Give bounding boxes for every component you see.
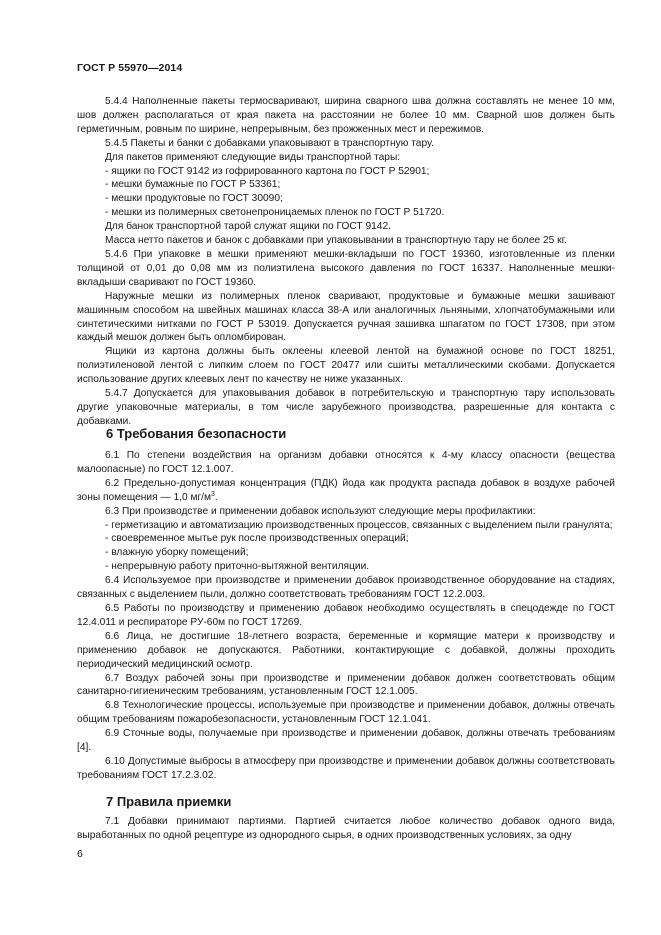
paragraph-cans-transport: Для банок транспортной тарой служат ящики по ГОСТ 9142.: [105, 221, 391, 233]
paragraph-6-2: [77, 477, 615, 505]
paragraph-6-6: 6.6 Лица, не достигшие 18-летнего возраста, беременные и кормящие матери к производству и применению добавок не допускаются. Работники, контактирующие с добавкой, должны проходить периодический медицинский осмотр.: [77, 630, 615, 670]
paragraph-6-2-end: .: [214, 491, 218, 503]
paragraph-5-4-7: 5.4.7 Допускается для упаковывания добавок в потребительскую и транспортную тару использовать другие упаковочные материалы, в том числе зарубежного производства, разрешенные для контакта с добавками.: [77, 388, 615, 427]
paragraph-6-3: 6.3 При производстве и применении добавок используют следующие меры профилактики:: [105, 505, 536, 517]
safety-section-text: [77, 449, 615, 783]
paragraph-6-8: 6.8 Технологические процессы, используемые при производстве и применении добавок, должны отвечать общим требованиям пожаробезопасности, установленным ГОСТ 12.1.041.: [77, 700, 615, 726]
list-item: - ящики по ГОСТ 9142 из гофрированного картона по ГОСТ Р 52901;: [105, 165, 430, 177]
list-item: - влажную уборку помещений;: [105, 547, 249, 559]
acceptance-section-text: [77, 815, 615, 843]
paragraph-6-10: 6.10 Допустимые выбросы в атмосферу при производстве и применении добавок должны соответствовать требованиям ГОСТ 17.2.3.02.: [77, 755, 615, 781]
list-item: - мешки бумажные по ГОСТ Р 53361;: [105, 179, 281, 191]
list-item: - мешки из полимерных светонепроницаемых пленок по ГОСТ Р 51720.: [105, 207, 445, 219]
list-item: - герметизацию и автоматизацию производственных процессов, связанных с выделением пыли гранулята;: [105, 519, 613, 531]
list-item: - непрерывную работу приточно-вытяжной вентиляции.: [105, 561, 370, 573]
page-number: 6: [77, 848, 83, 860]
paragraph-6-9: 6.9 Сточные воды, получаемые при производстве и применении добавок, должны отвечать требованиям [4].: [77, 728, 615, 754]
paragraph-6-4: 6.4 Используемое при производстве и применении добавок производственное оборудование на стадиях, связанных с выделением пыли, должно соответствовать требованиям ГОСТ 12.2.003.: [77, 575, 615, 601]
list-item: - мешки продуктовые по ГОСТ 30090;: [105, 193, 283, 205]
list-item: - своевременное мытье рук после производственных операций;: [105, 533, 409, 545]
superscript-3: 3: [211, 490, 215, 498]
paragraph-6-1: 6.1 По степени воздействия на организм добавки относятся к 4-му классу опасности (вещества малоопасные) по ГОСТ 12.1.007.: [77, 450, 615, 475]
paragraph-transport-types: Для пакетов применяют следующие виды транспортной тары:: [105, 151, 401, 163]
paragraph-5-4-6: 5.4.6 При упаковке в мешки применяют мешки-вкладыши по ГОСТ 19360, изготовленные из пленки толщиной от 0,01 до 0,08 мм из полиэтилена высокого давления по ГОСТ 16337. Наполненные мешки-вкладыши сваривают по ГОСТ 19360.: [77, 248, 615, 288]
document-header: ГОСТ Р 55970—2014: [77, 62, 183, 74]
paragraph-7-1: 7.1 Добавки принимают партиями. Партией считается любое количество добавок одного вида, выработанных по одной рецептуре из однородного сырья, в одних производственных условиях, за одну: [77, 816, 615, 841]
paragraph-6-7: 6.7 Воздух рабочей зоны при производстве и применении добавок должен соответствовать общим санитарно-гигиеническим требованиям, установленным ГОСТ 12.1.005.: [77, 672, 615, 698]
paragraph-5-4-5: 5.4.5 Пакеты и банки с добавками упаковывают в транспортную тару.: [105, 137, 434, 149]
paragraph-outer-bags: Наружные мешки из полимерных пленок сваривают, продуктовые и бумажные мешки зашивают машинным способом на швейных машинах класса 38-А или аналогичных льняными, хлопчатобумажными или синтетическими нитками по ГОСТ Р 53019. Допускается ручная зашивка шпагатом по ГОСТ 17308, при этом каждый мешок должен быть опломбирован.: [77, 290, 615, 344]
paragraph-6-2-text: 6.2 Предельно-допустимая концентрация (ПДК) йода как продукта распада добавок в воздухе рабочей зоны помещения — 1,0 мг/м: [77, 477, 615, 503]
paragraph-cardboard-boxes: Ящики из картона должны быть оклеены клеевой лентой на бумажной основе по ГОСТ 18251, полиэтиленовой лентой с липким слоем по ГОСТ 20477 или сшиты металлическими скобами. Допускается использование других клеевых лент по качеству не ниже указанных.: [77, 346, 615, 386]
section-6-title: 6 Требования безопасности: [106, 426, 287, 441]
paragraph-5-4-4: 5.4.4 Наполненные пакеты термосваривают, ширина сварного шва должна составлять не менее 10 мм, шов должен располагаться от края пакета на расстоянии не более 10 мм. Сварной шов должен быть герметичным, ровным по ширине, непрерывным, без прожженных мест и пережимов.: [77, 96, 615, 135]
packaging-section-text: [77, 95, 615, 429]
section-7-title: 7 Правила приемки: [106, 794, 232, 809]
paragraph-6-5: 6.5 Работы по производству и применению добавок необходимо осуществлять в спецодежде по ГОСТ 12.4.011 и респираторе РУ-60м по ГОСТ 17269.: [77, 602, 615, 628]
paragraph-net-mass: Масса нетто пакетов и банок с добавками при упаковывании в транспортную тару не более 25 кг.: [105, 235, 567, 247]
